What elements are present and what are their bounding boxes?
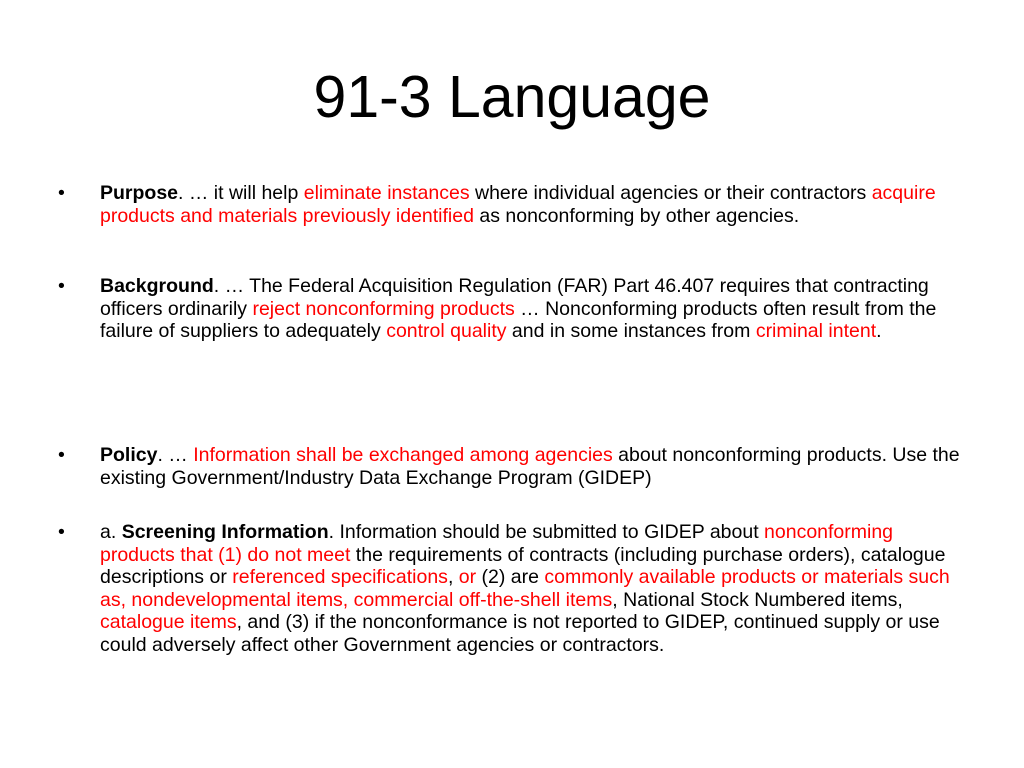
policy-text-1: . … xyxy=(157,444,194,466)
purpose-heading: Purpose xyxy=(100,182,179,204)
screening-text-6: , and (3) if the nonconformance is not reported to GIDEP, continued supply or use could adversely affect other Government agencies or contractors. xyxy=(100,611,940,656)
background-heading: Background xyxy=(100,275,214,297)
screening-text-3: , xyxy=(447,566,459,588)
screening-text-4: (2) are xyxy=(476,566,545,588)
bullet-marker: • xyxy=(58,444,65,466)
screening-highlight-2: referenced specifications xyxy=(232,566,448,588)
background-text xyxy=(100,275,963,343)
bullet-marker: • xyxy=(58,275,65,297)
policy-highlight-1: Information shall be exchanged among agencies xyxy=(193,444,613,466)
slide-title: 91-3 Language xyxy=(313,64,711,130)
screening-prefix: a. xyxy=(100,521,122,543)
screening-highlight-5: catalogue items xyxy=(100,611,237,633)
background-text-1: . … The Federal Acquisition Regulation (FAR) Part 46.407 requires that contracting officers ordinarily xyxy=(100,275,929,320)
policy-heading: Policy xyxy=(100,444,158,466)
screening-text xyxy=(100,521,963,656)
background-highlight-2: control quality xyxy=(386,320,507,342)
bullet-policy xyxy=(58,444,963,489)
bullet-background xyxy=(58,275,963,343)
background-text-3: and in some instances from xyxy=(506,320,756,342)
bullet-marker: • xyxy=(58,182,65,204)
background-text-4: . xyxy=(876,320,882,342)
screening-highlight-1: nonconforming products that (1) do not meet xyxy=(100,521,894,566)
policy-text xyxy=(100,444,963,489)
background-highlight-1: reject nonconforming products xyxy=(252,297,515,320)
policy-text-2: about nonconforming products. Use the existing Government/Industry Data Exchange Program (GIDEP) xyxy=(100,444,960,489)
screening-highlight-3: or xyxy=(458,566,477,588)
bullet-marker: • xyxy=(58,521,65,543)
purpose-text-2: where individual agencies or their contractors xyxy=(469,182,872,204)
screening-highlight-4: commonly available products or materials such as, nondevelopmental items, commercial off-the-shell items xyxy=(100,566,950,611)
bullet-screening xyxy=(58,521,963,656)
background-highlight-3: criminal intent xyxy=(755,320,877,342)
purpose-highlight-2: acquire products and materials previously identified xyxy=(100,182,936,227)
purpose-text-1: . … it will help xyxy=(178,182,304,204)
purpose-highlight-1: eliminate instances xyxy=(303,182,470,204)
screening-text-2: the requirements of contracts (including purchase orders), catalogue descriptions or xyxy=(100,543,946,588)
screening-heading: Screening Information xyxy=(121,521,329,543)
screening-text-1: . Information should be submitted to GIDEP about xyxy=(328,521,765,543)
bullet-purpose xyxy=(58,182,963,227)
purpose-text-3: as nonconforming by other agencies. xyxy=(473,204,800,227)
background-text-2: … Nonconforming products often result from the failure of suppliers to adequately xyxy=(100,297,937,342)
purpose-text xyxy=(100,182,963,227)
screening-text-5: , National Stock Numbered items, xyxy=(612,588,903,611)
